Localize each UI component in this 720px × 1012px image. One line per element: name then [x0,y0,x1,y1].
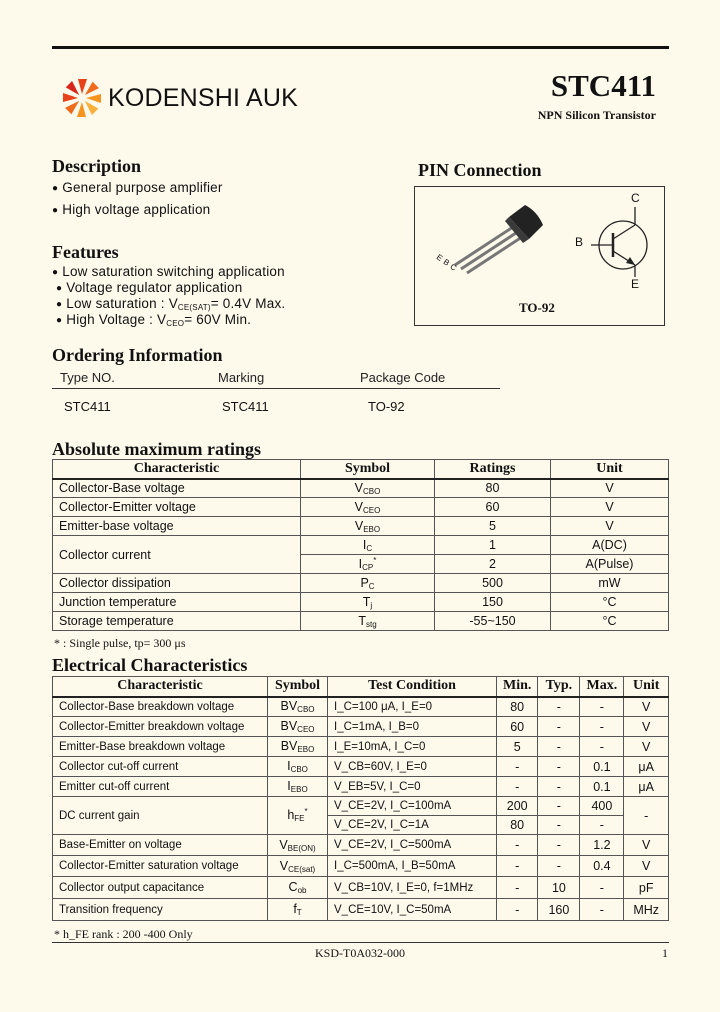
abs-unit: °C [551,612,669,631]
elec-min: 80 [497,697,538,717]
description-item: ● General purpose amplifier [52,180,223,195]
table-row [53,593,669,612]
elec-max: 400 [580,797,624,816]
elec-char: Collector-Emitter saturation voltage [53,856,268,877]
company-name: KODENSHI AUK [108,83,298,112]
abs-unit: V [551,479,669,498]
elec-cond: V_EB=5V, I_C=0 [328,777,497,797]
elec-unit: V [624,697,669,717]
abs-max-header: Characteristic [53,460,301,479]
footer-page-number: 1 [662,946,668,960]
ordering-cell: STC411 [222,398,269,414]
elec-typ: - [538,835,580,856]
elec-header: Typ. [538,677,580,697]
elec-typ: - [538,777,580,797]
npn-transistor-symbol-icon [591,207,651,277]
elec-symbol: $h_{FE}^*$ [268,797,328,835]
elec-max: - [580,697,624,717]
abs-char: Emitter-base voltage [53,517,301,536]
elec-max: - [580,816,624,835]
footer-doc-id: KSD-T0A032-000 [315,946,405,960]
elec-symbol: $f_T$ [268,899,328,921]
elec-typ: - [538,797,580,816]
elec-max: - [580,899,624,921]
description-item: ● High voltage application [52,202,211,217]
abs-symbol: $V_{CBO}$ [301,479,435,498]
elec-max: - [580,717,624,737]
description-heading: Description [52,156,141,176]
elec-symbol: $V_{BE(ON)}$ [268,835,328,856]
elec-unit: - [624,797,669,835]
table-row [53,757,669,777]
elec-symbol: $V_{CE(sat)}$ [268,856,328,877]
elec-char: Base-Emitter on voltage [53,835,268,856]
feature-item: ● Low saturation switching application [52,264,285,279]
elec-header: Unit [624,677,669,697]
elec-char: Collector output capacitance [53,877,268,899]
abs-rating: 500 [435,574,551,593]
abs-char: Junction temperature [53,593,301,612]
elec-char: Collector-Emitter breakdown voltage [53,717,268,737]
elec-min: 60 [497,717,538,737]
elec-unit: μA [624,757,669,777]
abs-symbol: $I_C$ [301,536,435,555]
abs-max-table [52,459,669,631]
pin-leg-labels: EBC [434,252,461,275]
elec-min: - [497,877,538,899]
elec-max: 0.4 [580,856,624,877]
elec-max: - [580,737,624,757]
elec-max: 0.1 [580,777,624,797]
table-row [53,777,669,797]
abs-char: Collector current [53,536,301,574]
elec-cond: V_CE=2V, I_C=500mA [328,835,497,856]
pin-connection-box [414,186,665,326]
abs-char: Collector-Emitter voltage [53,498,301,517]
table-row [53,517,669,536]
elec-cond: V_CE=10V, I_C=50mA [328,899,497,921]
elec-unit: pF [624,877,669,899]
abs-unit: V [551,498,669,517]
elec-table [52,676,669,921]
abs-rating: 60 [435,498,551,517]
ordering-table [52,366,500,417]
feature-item: ● Low saturation : $V_{CE(SAT)}= 0.4V$ Max. [56,296,286,312]
elec-min: - [497,777,538,797]
footer-rule [52,942,669,943]
elec-symbol: $BV_{EBO}$ [268,737,328,757]
abs-max-heading: Absolute maximum ratings [52,439,262,459]
table-row [53,697,669,717]
top-rule [52,46,669,49]
table-row [53,574,669,593]
table-row [53,835,669,856]
elec-symbol: $BV_{CBO}$ [268,697,328,717]
elec-header: Test Condition [328,677,497,697]
abs-char: Collector-Base voltage [53,479,301,498]
abs-max-header: Unit [551,460,669,479]
elec-unit: MHz [624,899,669,921]
abs-unit: A(Pulse) [551,555,669,574]
ordering-cell: STC411 [64,398,111,414]
abs-rating: 2 [435,555,551,574]
elec-unit: μA [624,777,669,797]
elec-typ: - [538,697,580,717]
pin-b-label: B [575,235,584,249]
abs-rating: -55~150 [435,612,551,631]
elec-cond: I_C=1mA, I_B=0 [328,717,497,737]
elec-min: - [497,899,538,921]
table-row [53,737,669,757]
abs-symbol: $V_{CEO}$ [301,498,435,517]
abs-symbol: $T_{stg}$ [301,612,435,631]
ordering-header: Package Code [352,366,500,389]
elec-char: DC current gain [53,797,268,835]
elec-cond: I_E=10mA, I_C=0 [328,737,497,757]
elec-unit: V [624,717,669,737]
abs-unit: A(DC) [551,536,669,555]
features-heading: Features [52,242,119,262]
elec-cond: V_CB=60V, I_E=0 [328,757,497,777]
elec-min: - [497,757,538,777]
elec-header: Characteristic [53,677,268,697]
abs-rating: 5 [435,517,551,536]
elec-heading: Electrical Characteristics [52,655,248,675]
elec-unit: V [624,835,669,856]
abs-max-header: Symbol [301,460,435,479]
abs-symbol: $V_{EBO}$ [301,517,435,536]
elec-header: Min. [497,677,538,697]
elec-typ: - [538,757,580,777]
table-row [53,797,669,816]
elec-unit: V [624,856,669,877]
abs-rating: 150 [435,593,551,612]
ordering-header: Marking [210,366,352,389]
elec-note: * h_FE rank : 200 -400 Only [54,927,193,941]
abs-char: Storage temperature [53,612,301,631]
elec-char: Emitter cut-off current [53,777,268,797]
abs-symbol: $I_{CP}^*$ [301,555,435,574]
elec-header: Symbol [268,677,328,697]
elec-header: Max. [580,677,624,697]
table-row [53,856,669,877]
elec-symbol: $I_{CBO}$ [268,757,328,777]
ordering-header: Type NO. [52,366,210,389]
ordering-heading: Ordering Information [52,345,223,365]
company-logo [60,76,298,120]
table-row [53,498,669,517]
feature-item: ● High Voltage : $V_{CEO}= 60V$ Min. [56,312,252,328]
abs-rating: 1 [435,536,551,555]
feature-item: ● Voltage regulator application [56,280,243,295]
pin-connection-heading: PIN Connection [418,160,542,180]
elec-max: 0.1 [580,757,624,777]
table-row [53,899,669,921]
abs-unit: mW [551,574,669,593]
elec-typ: 160 [538,899,580,921]
abs-symbol: $T_j$ [301,593,435,612]
elec-min: 5 [497,737,538,757]
elec-min: 200 [497,797,538,816]
elec-unit: V [624,737,669,757]
elec-char: Collector cut-off current [53,757,268,777]
abs-symbol: $P_C$ [301,574,435,593]
elec-typ: - [538,856,580,877]
elec-cond: I_C=100 μA, I_E=0 [328,697,497,717]
table-row [53,612,669,631]
elec-symbol: $I_{EBO}$ [268,777,328,797]
table-row [53,479,669,498]
pin-e-label: E [631,277,640,291]
elec-cond: I_C=500mA, I_B=50mA [328,856,497,877]
table-row [53,877,669,899]
abs-char: Collector dissipation [53,574,301,593]
abs-max-header: Ratings [435,460,551,479]
elec-max: - [580,877,624,899]
elec-min: - [497,856,538,877]
elec-typ: - [538,717,580,737]
elec-symbol: $BV_{CEO}$ [268,717,328,737]
elec-typ: - [538,816,580,835]
elec-cond: V_CB=10V, I_E=0, f=1MHz [328,877,497,899]
part-subtitle: NPN Silicon Transistor [537,108,656,122]
elec-typ: 10 [538,877,580,899]
elec-max: 1.2 [580,835,624,856]
elec-char: Emitter-Base breakdown voltage [53,737,268,757]
abs-unit: V [551,517,669,536]
elec-min: - [497,835,538,856]
elec-char: Collector-Base breakdown voltage [53,697,268,717]
package-label: TO-92 [519,300,555,315]
elec-min: 80 [497,816,538,835]
table-row [53,536,669,555]
elec-cond: V_CE=2V, I_C=100mA [328,797,497,816]
to92-package-icon [425,197,545,292]
ordering-cell: TO-92 [368,398,405,414]
elec-typ: - [538,737,580,757]
table-row [53,717,669,737]
abs-rating: 80 [435,479,551,498]
elec-char: Transition frequency [53,899,268,921]
sunburst-logo-icon [60,76,104,120]
pin-c-label: C [631,191,640,205]
elec-symbol: $C_{ob}$ [268,877,328,899]
abs-max-note: * : Single pulse, tp= 300 μs [54,636,186,650]
part-number-title: STC411 [550,68,656,103]
elec-cond: V_CE=2V, I_C=1A [328,816,497,835]
abs-unit: °C [551,593,669,612]
